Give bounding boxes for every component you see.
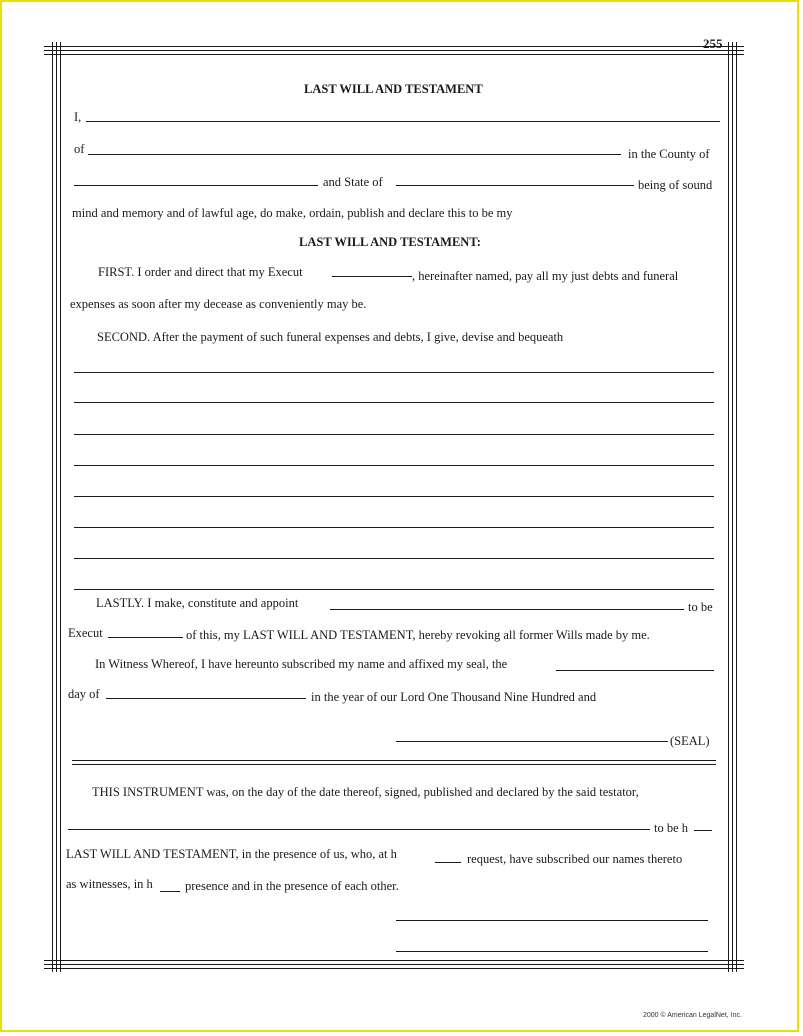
section-title: LAST WILL AND TESTAMENT: — [299, 235, 481, 249]
second-clause-text: SECOND. After the payment of such funeral expenses and debts, I give, devise and bequeath — [97, 330, 564, 344]
seal-label: (SEAL) — [670, 734, 710, 748]
frame-right-line-2 — [732, 42, 733, 972]
county-label: in the County of — [628, 147, 710, 161]
witness-signature-field[interactable] — [396, 951, 708, 952]
bequest-line[interactable] — [74, 402, 714, 403]
page-number: 255 — [703, 36, 723, 51]
first-clause-text-end: expenses as soon after my decease as conveniently may be. — [70, 297, 367, 311]
frame-top-line-2 — [44, 50, 744, 51]
presence-text: LAST WILL AND TESTAMENT, in the presence of us, who, at h — [66, 847, 397, 861]
to-be-h-label: to be h — [654, 821, 689, 835]
frame-right-line-3 — [736, 42, 737, 972]
witnesses-text-cont: presence and in the presence of each other. — [185, 879, 399, 893]
bequest-line[interactable] — [74, 558, 714, 559]
frame-bottom-line-2 — [44, 964, 744, 965]
frame-left-line-1 — [52, 42, 53, 972]
day-of-label: day of — [68, 687, 100, 701]
frame-top-line-1 — [44, 46, 744, 47]
frame-bottom-line-3 — [44, 968, 744, 969]
county-field[interactable] — [74, 185, 318, 186]
testator-signature-field[interactable] — [396, 741, 668, 742]
revocation-text: of this, my LAST WILL AND TESTAMENT, hereby revoking all former Wills made by me. — [186, 628, 650, 642]
frame-right-line-1 — [728, 42, 729, 972]
executor-suffix-field-2[interactable] — [108, 637, 183, 638]
pronoun-field-2[interactable] — [435, 862, 461, 863]
witness-signature-field[interactable] — [396, 920, 708, 921]
frame-left-line-2 — [56, 42, 57, 972]
year-text: in the year of our Lord One Thousand Nine Hundred and — [311, 690, 597, 704]
attestation-text: THIS INSTRUMENT was, on the day of the date thereof, signed, published and declared by the said testator, — [92, 785, 639, 799]
frame-bottom-line-1 — [44, 960, 744, 961]
bequest-line[interactable] — [74, 527, 714, 528]
declaration-text: mind and memory and of lawful age, do make, ordain, publish and declare this to be my — [72, 206, 513, 220]
bequest-line[interactable] — [74, 465, 714, 466]
executor-name-field[interactable] — [330, 609, 684, 610]
signing-month-field[interactable] — [106, 698, 306, 699]
presence-text-cont: request, have subscribed our names thereto — [467, 852, 683, 866]
section-divider-1 — [72, 760, 716, 761]
lastly-clause-text: LASTLY. I make, constitute and appoint — [96, 596, 299, 610]
testator-name-field[interactable] — [86, 121, 720, 122]
state-label: and State of — [323, 175, 383, 189]
section-divider-2 — [72, 764, 716, 765]
to-be-label: to be — [688, 600, 713, 614]
bequest-line[interactable] — [74, 434, 714, 435]
executor-suffix-field[interactable] — [332, 276, 412, 277]
first-clause-text: FIRST. I order and direct that my Execut — [98, 265, 303, 279]
pronoun-field[interactable] — [694, 830, 712, 831]
copyright-footer: 2000 © American LegalNet, Inc. — [643, 1012, 742, 1019]
page-title: LAST WILL AND TESTAMENT — [304, 82, 483, 96]
witnesses-text: as witnesses, in h — [66, 877, 153, 891]
bequest-line[interactable] — [74, 589, 714, 590]
signing-day-field[interactable] — [556, 670, 714, 671]
sound-mind-label: being of sound — [638, 178, 713, 192]
bequest-line[interactable] — [74, 372, 714, 373]
pronoun-field-3[interactable] — [160, 891, 180, 892]
state-field[interactable] — [396, 185, 634, 186]
witness-whereof-text: In Witness Whereof, I have hereunto subscribed my name and affixed my seal, the — [95, 657, 508, 671]
execut-label: Execut — [68, 626, 103, 640]
residence-label: of — [74, 142, 85, 156]
frame-left-line-3 — [60, 42, 61, 972]
frame-top-line-3 — [44, 54, 744, 55]
residence-field[interactable] — [88, 154, 621, 155]
bequest-line[interactable] — [74, 496, 714, 497]
testator-name-attest-field[interactable] — [68, 829, 650, 830]
first-clause-text-cont: , hereinafter named, pay all my just debts and funeral — [412, 269, 679, 283]
testator-label: I, — [74, 110, 82, 124]
